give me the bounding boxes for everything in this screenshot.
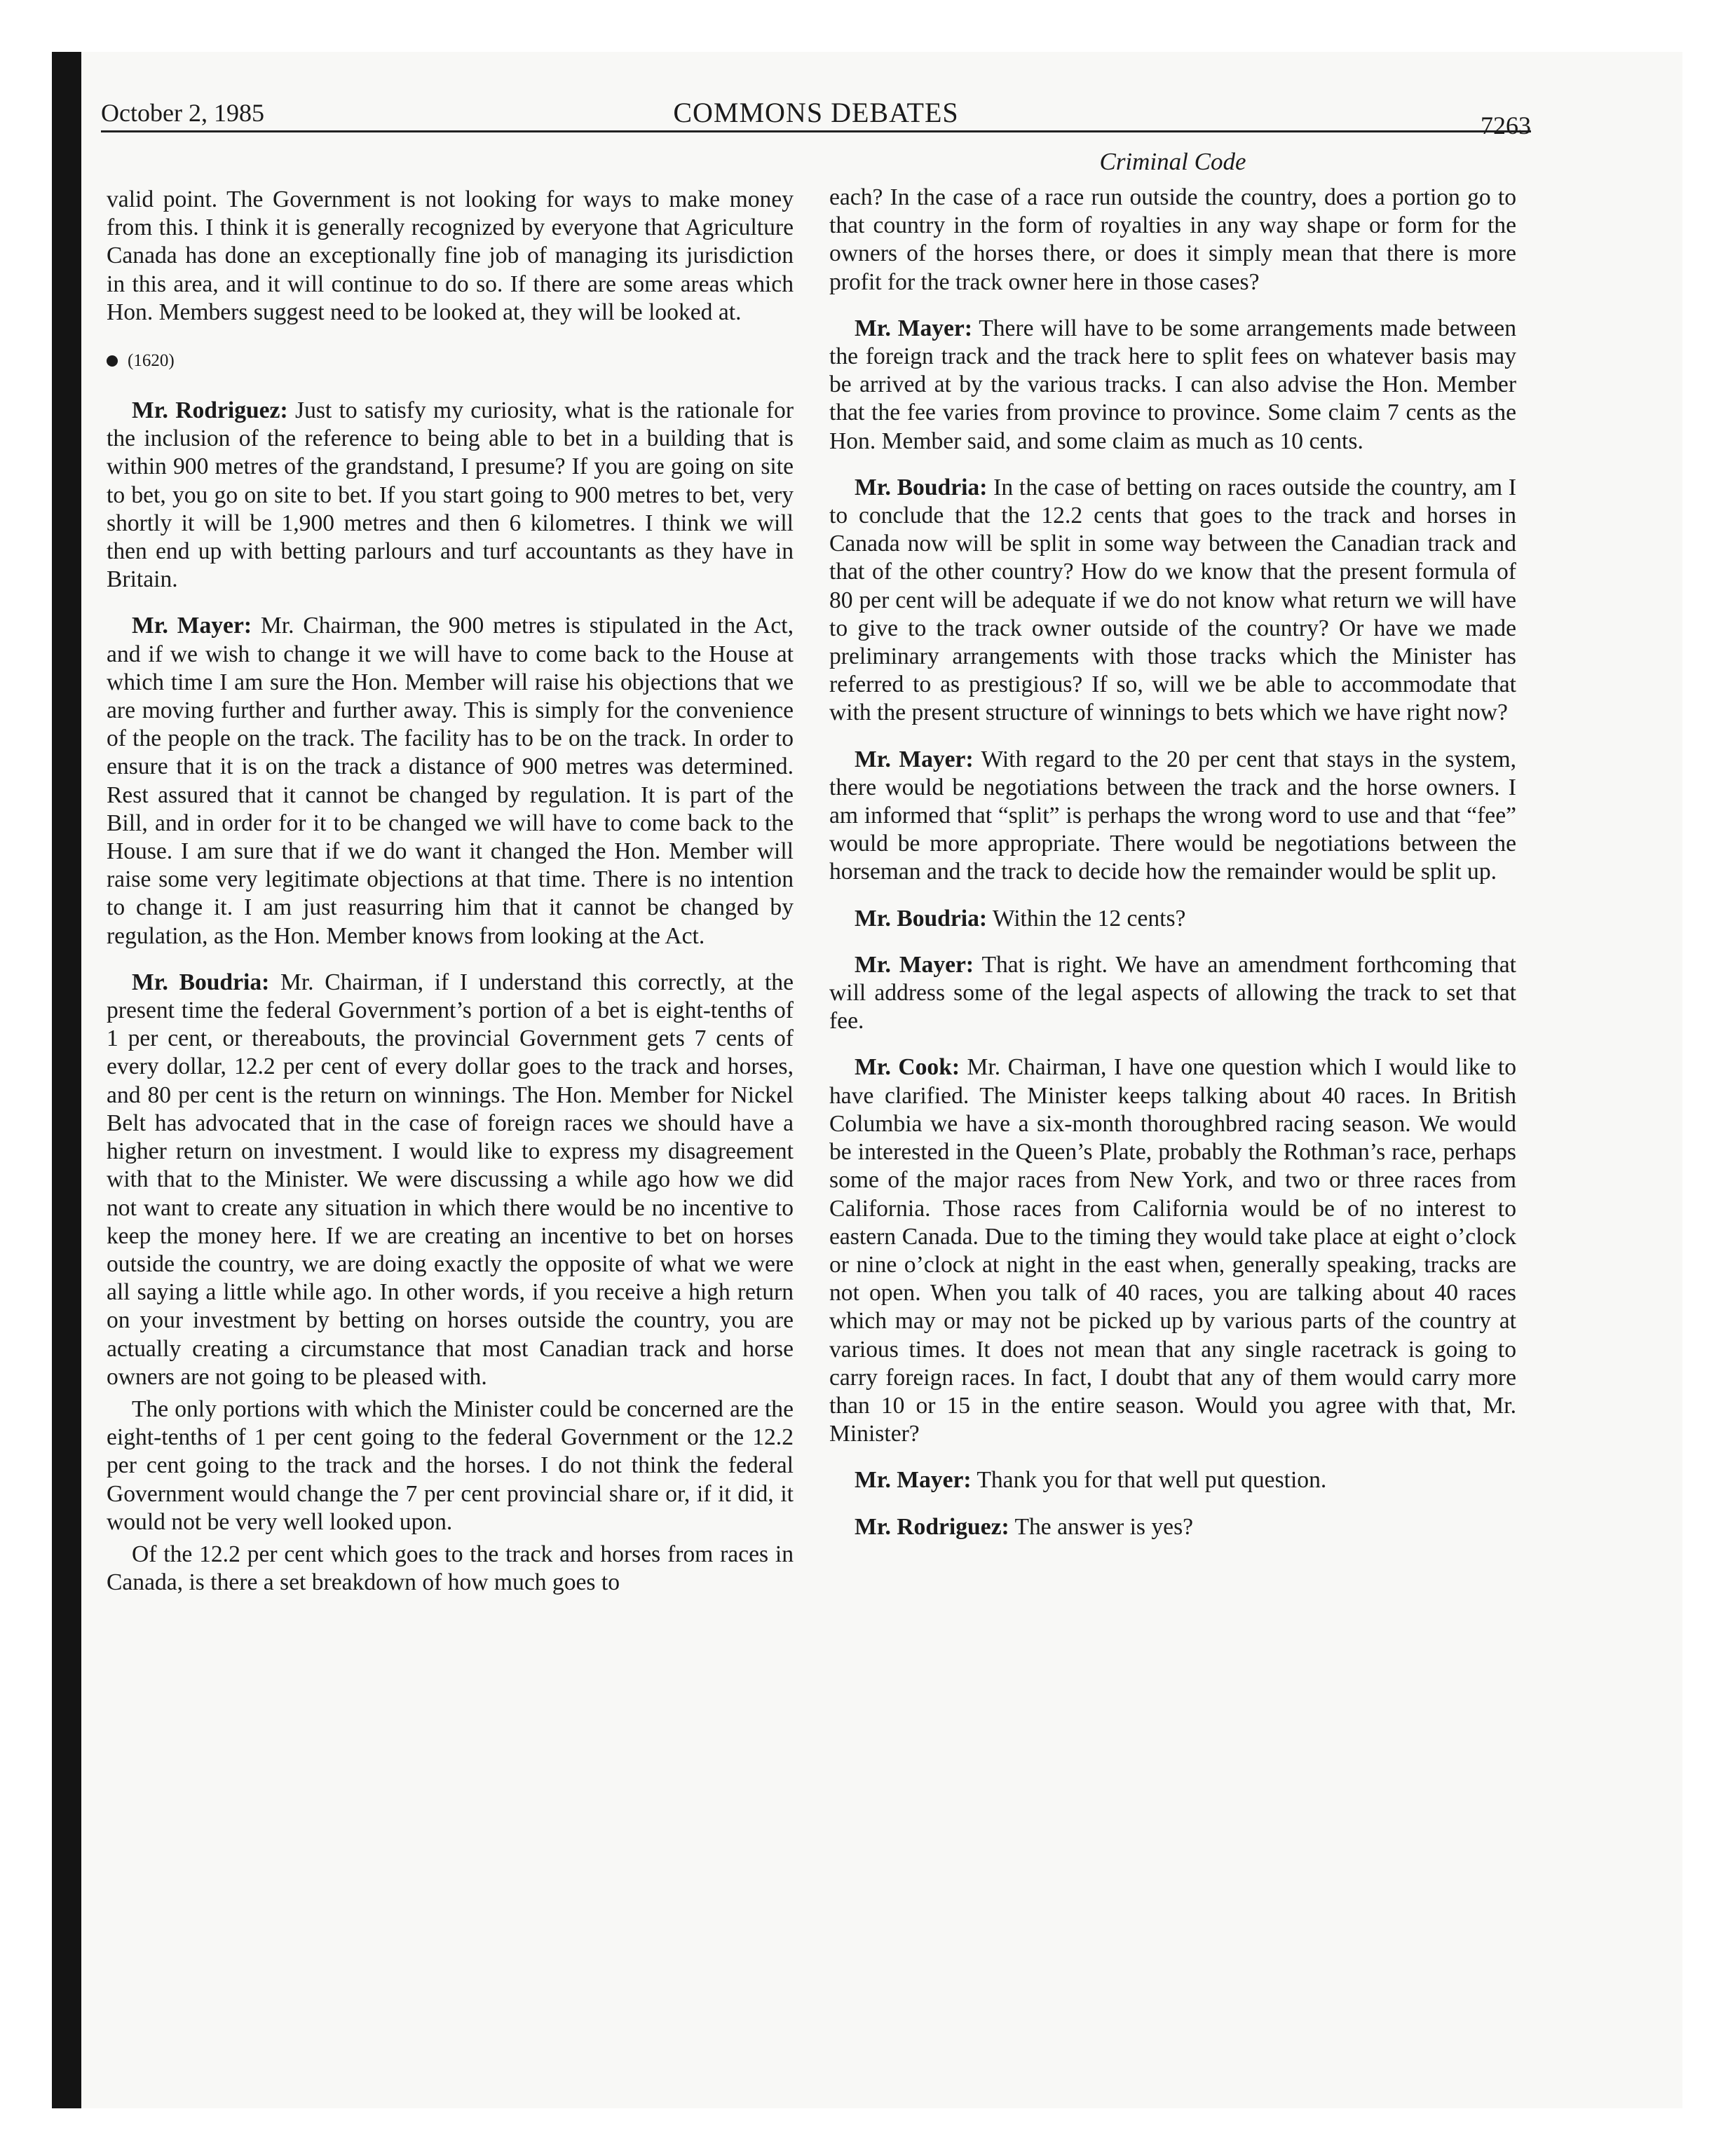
paragraph xyxy=(829,1053,1516,1448)
paragraph-text: The answer is yes? xyxy=(1014,1513,1194,1540)
speaker-name: Mr. Boudria: xyxy=(855,905,988,932)
paragraph-text: With regard to the 20 per cent that stays in the system, there would be negotiations between the track and the horse owners. I am informed that “split” is perhaps the wrong word to use and that “fee” would be more appropriate. There would be negotiations between the horseman and the track to decide how the remainder would be split up. xyxy=(829,746,1516,885)
header-date: October 2, 1985 xyxy=(101,99,264,127)
paragraph xyxy=(107,969,794,1391)
bullet-icon xyxy=(107,355,118,367)
paragraph-text: Thank you for that well put question. xyxy=(977,1467,1327,1494)
page-header xyxy=(101,95,1531,139)
speaker-name: Mr. Mayer: xyxy=(855,1467,972,1494)
paragraph xyxy=(829,1513,1516,1541)
paragraph xyxy=(829,315,1516,456)
section-title: Criminal Code xyxy=(1099,148,1246,175)
paragraph-text: valid point. The Government is not looking for ways to make money from this. I think it is generally recognized by everyone that Agriculture Canada has done an exceptionally fine job of managing its jurisdiction in this area, and it will continue to do so. If there are some areas which Hon. Members suggest need to be looked at, they will be looked at. xyxy=(107,186,794,325)
paragraph-text: The only portions with which the Minister could be concerned are the eight-tenths of 1 per cent going to the federal Government or the 12.2 per cent going to the track and the horses. I do not think the federal Government would change the 7 per cent provincial share or, if it did, it would not be very well looked upon. xyxy=(107,1396,794,1535)
scan-edge-shadow xyxy=(52,52,81,2108)
speaker-name: Mr. Cook: xyxy=(855,1054,960,1081)
header-title: COMMONS DEBATES xyxy=(673,97,959,128)
paragraph-text: Of the 12.2 per cent which goes to the track and horses from races in Canada, is there a set breakdown of how much goes to xyxy=(107,1541,794,1596)
paragraph-text: Within the 12 cents? xyxy=(992,905,1186,932)
paragraph xyxy=(829,184,1516,296)
paragraph-text: Mr. Chairman, if I understand this correctly, at the present time the federal Government’s portion of a bet is eight-tenths of 1 per cent, or thereabouts, the provincial Government gets 7 cents of every dollar, 12.2 per cent of every dollar goes to the track and horses, and 80 per cent is the return on winnings. The Hon. Member for Nickel Belt has advocated that in the case of foreign races we should have a higher return on investment. I would like to express my disagreement with that to the Minister. We were discussing a while ago how we did not want to create any situation in which there would be no incentive to keep the money here. If we are creating an incentive to bet on horses outside the country, we are doing exactly the opposite of what we were all saying a little while ago. In other words, if you receive a high return on your investment by betting on horses outside the country, you are actually creating a circumstance that most Canadian track and horse owners are not going to be pleased with. xyxy=(107,969,794,1390)
speaker-name: Mr. Boudria: xyxy=(132,969,270,995)
paragraph xyxy=(107,1541,794,1597)
speaker-name: Mr. Rodriguez: xyxy=(855,1513,1009,1540)
paragraph xyxy=(107,1396,794,1536)
paragraph xyxy=(107,612,794,950)
time-marker-text: (1620) xyxy=(128,351,175,371)
paragraph xyxy=(829,1466,1516,1494)
paragraph xyxy=(829,746,1516,887)
speaker-name: Mr. Mayer: xyxy=(855,951,974,978)
paragraph xyxy=(107,397,794,594)
page-number: 7263 xyxy=(1481,111,1531,139)
paragraph-text: Just to satisfy my curiosity, what is the rationale for the inclusion of the reference to being able to bet in a building that is within 900 metres of the grandstand, I presume? If you are going on site to bet, you go on site to bet. If you start going to 900 metres to bet, very shortly it will be 1,900 metres and then 6 kilometres. I think we will then end up with betting parlours and turf accountants as they have in Britain. xyxy=(107,397,794,593)
speaker-name: Mr. Mayer: xyxy=(855,746,974,772)
paragraph-text: each? In the case of a race run outside the country, does a portion go to that country in the form of royalties in any way shape or form for the owners of the horses there, or does it simply mean that there is more profit for the track owner here in those cases? xyxy=(829,184,1516,295)
paragraph-text: There will have to be some arrangements made between the foreign track and the track here to split fees on whatever basis may be arrived at by the various tracks. I can also advise the Hon. Member that the fee varies from province to province. Some claim 7 cents as the Hon. Member said, and some claim as much as 10 cents. xyxy=(829,315,1516,454)
paragraph xyxy=(829,474,1516,728)
speaker-name: Mr. Mayer: xyxy=(855,315,973,341)
paragraph-text: In the case of betting on races outside the country, am I to conclude that the 12.2 cents that goes to the track and horses in Canada now will be split in some way between the Canadian track and that of the other country? How do we know that the present formula of 80 per cent will be adequate if we do not know what return we will have to give to the track owner outside of the country? Or have we made preliminary arrangements with those tracks which the Minister has referred to as prestigious? If so, will we be able to accommodate that with the present structure of winnings to bets which we have right now? xyxy=(829,474,1516,726)
right-column xyxy=(829,146,1516,1560)
time-marker xyxy=(107,350,794,371)
left-column xyxy=(107,186,794,1601)
speaker-name: Mr. Rodriguez: xyxy=(132,397,288,424)
paragraph-text: Mr. Chairman, the 900 metres is stipulated in the Act, and if we wish to change it we will have to come back to the House at which time I am sure the Hon. Member will raise his objections that we are moving further and further away. This is simply for the convenience of the people on the track. The facility has to be on the track. In order to ensure that it is on the track a distance of 900 metres was determined. Rest assured that it cannot be changed by regulation. It is part of the Bill, and in order for it to be changed we will have to come back to the House. I am sure that if we do want it changed the Hon. Member will raise some very legitimate objections at that time. There is no intention to change it. I am just reasurring him that it cannot be changed by regulation, as the Hon. Member knows from looking at the Act. xyxy=(107,613,794,949)
paragraph xyxy=(829,905,1516,933)
speaker-name: Mr. Mayer: xyxy=(132,613,252,639)
paragraph xyxy=(107,186,794,327)
paragraph-text: That is right. We have an amendment forthcoming that will address some of the legal aspects of allowing the track to set that fee. xyxy=(829,951,1516,1035)
paragraph xyxy=(829,951,1516,1036)
speaker-name: Mr. Boudria: xyxy=(855,474,988,500)
paragraph-text: Mr. Chairman, I have one question which I would like to have clarified. The Minister keeps talking about 40 races. In British Columbia we have a six-month thoroughbred racing season. We would be interested in the Queen’s Plate, probably the Rothman’s race, perhaps some of the major races from New York, and two or three races from California. Those races from California would be of no interest to eastern Canada. Due to the timing they would take place at eight o’clock or nine o’clock at night in the east when, generally speaking, tracks are not open. When you talk of 40 races, you are talking about 40 races which may or may not be picked up by various parts of the country at various times. It does not mean that any single racetrack is going to carry foreign races. In fact, I doubt that any of them would carry more than 10 or 15 in the entire season. Would you agree with that, Mr. Minister? xyxy=(829,1054,1516,1447)
